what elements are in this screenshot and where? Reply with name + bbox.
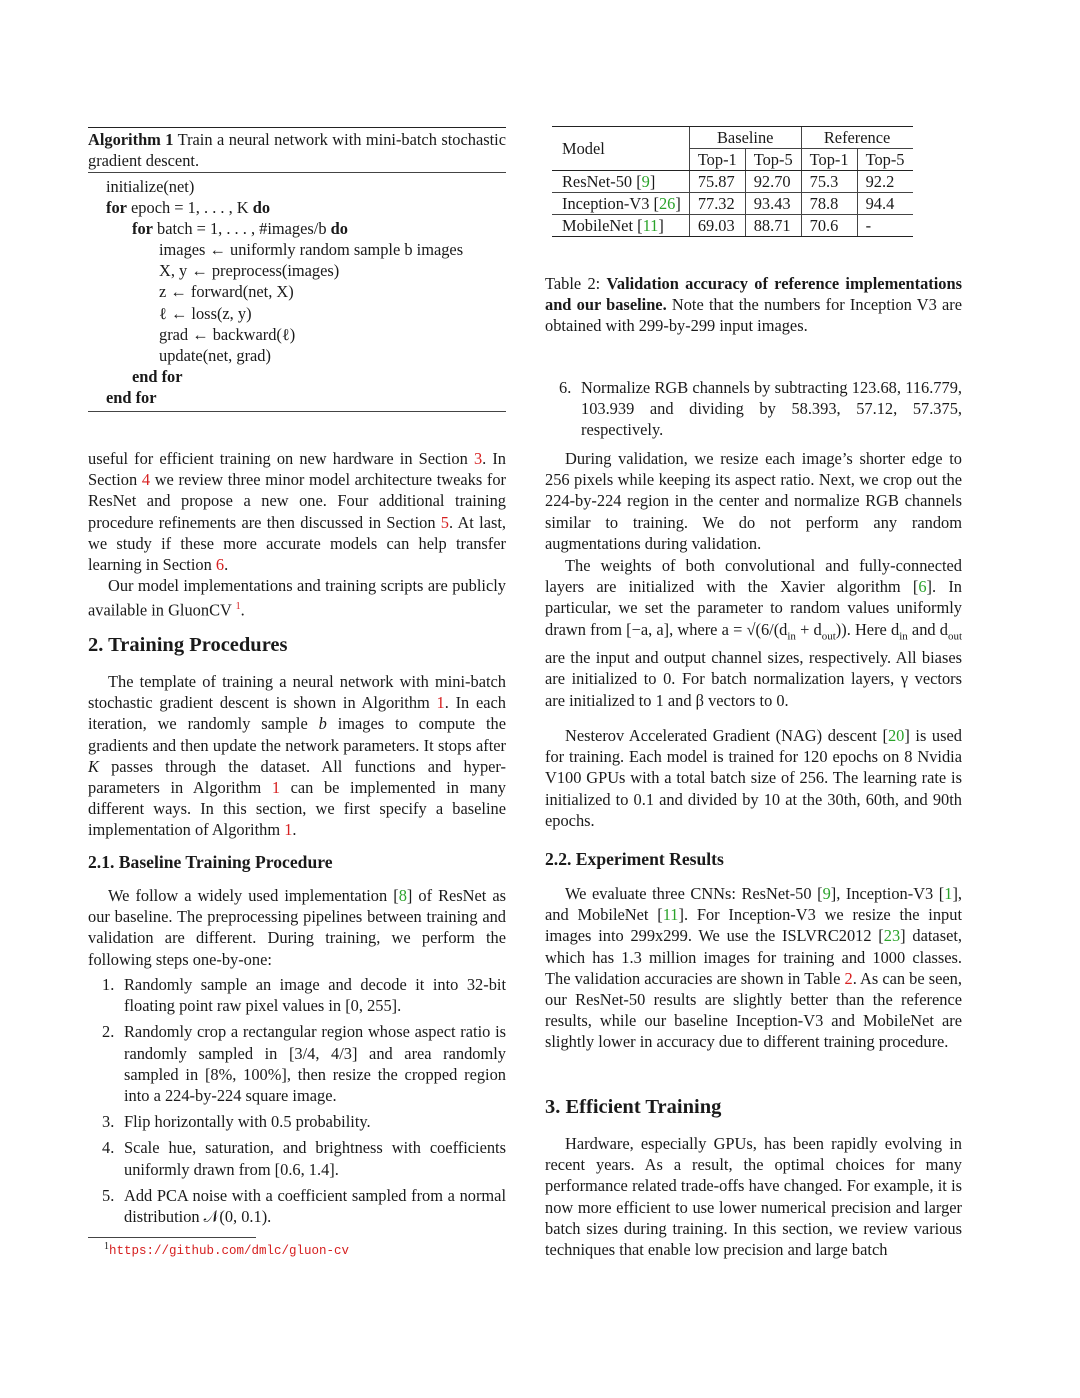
table-cell-value: 92.2	[857, 171, 912, 193]
footnote-url-link[interactable]: https://github.com/dmlc/gluon-cv	[109, 1244, 350, 1259]
table-cell-value: 93.43	[745, 193, 801, 215]
intro-paragraph-end: useful for efficient training on new hardware in Section 3. In Section 4 we review three minor model architecture tweaks for ResNet and propose a new one. Four additional training procedure refinements are then discussed in Section 5. At last, we study if these more accurate models can help transfer learning in Section 6.	[88, 449, 506, 575]
table-cell-value: 75.87	[689, 171, 745, 193]
availability-paragraph: Our model implementations and training scripts are publicly available in GluonCV $^1$.	[88, 576, 506, 620]
table-cell-value: 70.6	[801, 215, 857, 237]
list-item	[88, 1185, 506, 1227]
table-cell-value: 69.03	[689, 215, 745, 237]
table-header-baseline: Baseline	[689, 127, 801, 149]
list-item-text: Randomly sample an image and decode it into 32-bit floating point raw pixel values in [0, 255].	[124, 975, 506, 1016]
list-item-text: Add PCA noise with a coefficient sampled from a normal distribution 𝒩(0, 0.1).	[124, 1185, 506, 1227]
algorithm-line: for batch = 1, . . . , #images/b do	[132, 219, 348, 239]
table-ref-link[interactable]: 2	[844, 968, 853, 988]
list-item-number: 4.	[102, 1138, 115, 1158]
citation-link[interactable]: 6	[918, 577, 927, 597]
list-item-number: 2.	[102, 1022, 115, 1042]
algorithm-line: initialize(net)	[106, 177, 195, 196]
experiment-results-paragraph: We evaluate three CNNs: ResNet-50 [9], Inception-V3 [1], and MobileNet [11]. For Inception-V3 we resize the input images into 299x299. We use the ISLVRC2012 [23] dataset, which has 1.3 million images for training and 1000 classes. The validation accuracies are shown in Table 2. As can be seen, our ResNet-50 results are slightly better than the reference results, while our baseline Inception-V3 and MobileNet are slightly lower in accuracy due to different training procedure.	[545, 884, 962, 1052]
validation-paragraph: During validation, we resize each image’s shorter edge to 256 pixels while keeping its aspect ratio. Next, we crop out the 224-by-224 region in the center and normalize RGB channels similar to training. We do not perform any random augmentations during validation.	[545, 449, 962, 553]
list-item-number: 6.	[559, 378, 572, 397]
nag-paragraph: Nesterov Accelerated Gradient (NAG) descent [20] is used for training. Each model is trained for 120 epochs on 8 Nvidia V100 GPUs with a total batch size of 256. The learning rate is initialized to 0.1 and divided by 10 at the 30th, 60th, and 90th epochs.	[545, 726, 962, 830]
footnote-mark: 1	[104, 1241, 109, 1252]
list-item	[88, 1021, 506, 1106]
citation-link[interactable]: 23	[883, 926, 901, 946]
algorithm-line: X, y ← preprocess(images)	[159, 261, 340, 281]
section-ref-link[interactable]: 4	[141, 470, 151, 490]
citation-link[interactable]: 11	[662, 905, 679, 925]
preprocessing-steps-list	[88, 974, 506, 1232]
citation-link[interactable]: 8	[398, 886, 407, 905]
preprocessing-steps-list-continued	[545, 377, 962, 446]
citation-link[interactable]: 11	[642, 216, 659, 235]
algorithm-line: images ← uniformly random sample b images	[159, 240, 464, 260]
footnote-divider	[88, 1237, 256, 1238]
algorithm-label: Algorithm 1	[88, 130, 174, 149]
list-item-text: Flip horizontally with 0.5 probability.	[124, 1112, 371, 1132]
table-subheader: Top-5	[857, 149, 912, 171]
algorithm-line: z ← forward(net, X)	[159, 282, 294, 302]
efficient-training-paragraph: Hardware, especially GPUs, has been rapidly evolving in recent years. As a result, the optimal choices for many performance related trade-offs have changed. For example, it is now more efficient to use lower numerical precision and larger batch sizes during training. In this section, we review various techniques that enable low precision and large batch	[545, 1134, 962, 1260]
table-cell-value: 94.4	[857, 193, 912, 215]
section-2-1-heading: 2.1. Baseline Training Procedure	[88, 852, 333, 872]
results-table	[552, 126, 913, 237]
table-subheader: Top-5	[745, 149, 801, 171]
section-ref-link[interactable]: 6	[215, 555, 225, 575]
algorithm-line: end for	[106, 387, 157, 407]
table-subheader: Top-1	[801, 149, 857, 171]
list-item	[88, 1111, 506, 1132]
algorithm-line: end for	[132, 366, 183, 386]
algorithm-line: for epoch = 1, . . . , K do	[106, 198, 271, 218]
algorithm-title: Train a neural network with mini-batch stochastic gradient descent.	[88, 130, 506, 170]
list-item	[88, 1137, 506, 1179]
table-row	[552, 171, 913, 193]
citation-link[interactable]: 26	[658, 194, 676, 213]
initialization-paragraph: The weights of both convolutional and fully-connected layers are initialized with the Xavier algorithm [6]. In particular, we set the parameter to random values uniformly drawn from [−a, a], where $a = √(6/(d_{in} + d_{out}))$. Here $d_{in}$ and $d_{out}$ are the input and output channel sizes, respectively. All biases are initialized to 0. For batch normalization layers, γ vectors are initialized to 1 and β vectors to 0.	[545, 556, 963, 710]
algorithm-body	[88, 173, 506, 411]
table-cell-model: MobileNet [11]	[552, 215, 689, 237]
baseline-paragraph: We follow a widely used implementation [8] of ResNet as our baseline. The preprocessing pipelines between training and validation are different. During training, we perform the following steps one-by-one:	[88, 886, 507, 969]
citation-link[interactable]: 9	[822, 884, 831, 903]
algorithm-ref-link[interactable]: 1	[284, 820, 293, 840]
table-caption-label: Table 2:	[545, 274, 607, 293]
table-cell-value: 92.70	[745, 171, 801, 193]
section-2-2-heading: 2.2. Experiment Results	[545, 849, 724, 869]
list-item-number: 5.	[102, 1185, 115, 1205]
section-ref-link[interactable]: 3	[473, 449, 483, 468]
table-caption-text: Note that the numbers for Inception V3 are obtained with 299-by-299 input images.	[545, 295, 962, 336]
list-item-text: Randomly crop a rectangular region whose aspect ratio is randomly sampled in [3/4, 4/3] and area randomly sampled in [8%, 100%], then resize the cropped region into a 224-by-224 square image.	[124, 1022, 506, 1106]
algorithm-ref-link[interactable]: 1	[436, 693, 445, 713]
table-row	[552, 215, 913, 237]
footnote	[104, 1241, 349, 1258]
citation-link[interactable]: 1	[944, 884, 953, 903]
footnote-ref-link[interactable]: 1	[235, 601, 241, 613]
table-cell-model: ResNet-50 [9]	[552, 171, 689, 193]
table-caption	[545, 273, 962, 337]
section-ref-link[interactable]: 5	[440, 512, 449, 532]
list-item-text: Scale hue, saturation, and brightness with coefficients uniformly drawn from [0.6, 1.4].	[124, 1138, 506, 1179]
list-item-number: 1.	[102, 975, 115, 994]
list-item-number: 3.	[102, 1112, 115, 1132]
list-item-text: Normalize RGB channels by subtracting 123.68, 116.779, 103.939 and dividing by 58.393, 57.12, 57.375, respectively.	[581, 378, 962, 440]
table-cell-model: Inception-V3 [26]	[552, 193, 689, 215]
algorithm-line: grad ← backward(ℓ)	[159, 324, 296, 344]
algorithm-line: update(net, grad)	[159, 345, 271, 365]
table-header-reference: Reference	[801, 127, 912, 149]
table-cell-value: 88.71	[745, 215, 801, 237]
training-procedures-paragraph: The template of training a neural network with mini-batch stochastic gradient descent is shown in Algorithm 1. In each iteration, we randomly sample b images to compute the gradients and then update the network parameters. It stops after K passes through the dataset. All functions and hyper-parameters in Algorithm 1 can be implemented in many different ways. In this section, we first specify a baseline implementation of Algorithm 1.	[88, 672, 507, 840]
table-row	[552, 193, 913, 215]
algorithm-ref-link[interactable]: 1	[271, 778, 281, 798]
citation-link[interactable]: 9	[641, 172, 650, 191]
list-item	[88, 974, 506, 1016]
algorithm-line: ℓ ← loss(z, y)	[159, 303, 252, 323]
algorithm-box	[88, 127, 506, 412]
table-cell-value: 77.32	[689, 193, 745, 215]
algorithm-caption	[88, 128, 506, 172]
table-cell-value: 78.8	[801, 193, 857, 215]
section-3-heading: 3. Efficient Training	[545, 1096, 722, 1118]
table-cell-value: 75.3	[801, 171, 857, 193]
citation-link[interactable]: 20	[887, 726, 905, 745]
table-subheader: Top-1	[689, 149, 745, 171]
section-2-heading: 2. Training Procedures	[88, 634, 288, 656]
table-header-model: Model	[552, 127, 689, 171]
list-item	[545, 377, 962, 441]
table-cell-value: -	[857, 215, 912, 237]
table-caption-bold: Validation accuracy of reference implementations and our baseline.	[545, 274, 962, 315]
